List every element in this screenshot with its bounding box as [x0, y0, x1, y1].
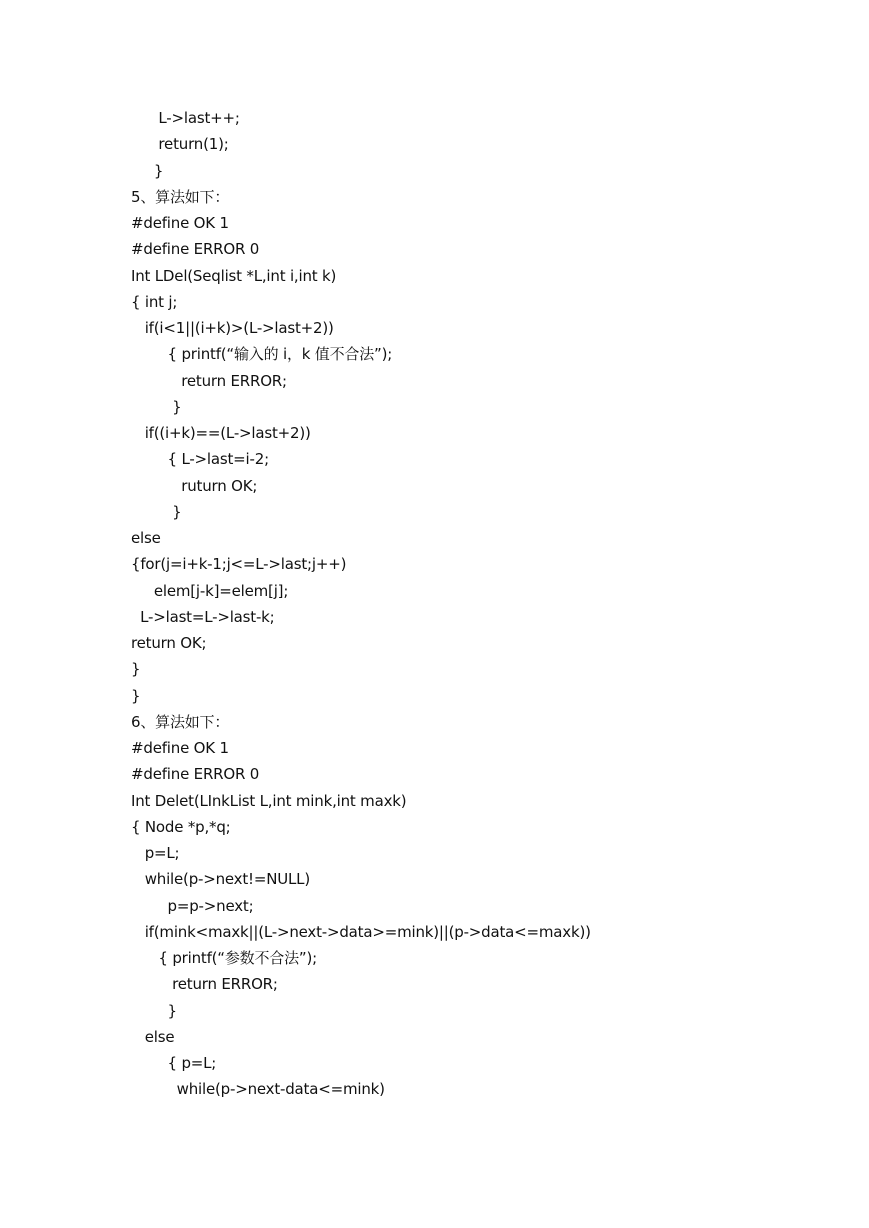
code-line: ruturn OK; — [131, 476, 258, 495]
code-line: L->last++; — [131, 109, 240, 127]
section-heading: 5、算法如下： — [131, 187, 230, 206]
code-line: elem[j-k]=elem[j]; — [131, 581, 289, 600]
code-line: } — [131, 686, 141, 705]
code-line: #define ERROR 0 — [131, 240, 260, 259]
code-line: #define ERROR 0 — [131, 765, 260, 784]
code-line: p=L; — [131, 844, 180, 862]
code-line: return ERROR; — [131, 371, 287, 390]
code-line: } — [131, 1001, 177, 1020]
code-line: #define OK 1 — [131, 214, 229, 232]
code-line: {for(j=i+k-1;j<=L->last;j++) — [131, 555, 347, 574]
code-line: while(p->next!=NULL) — [131, 870, 310, 889]
code-line: L->last=L->last-k; — [131, 607, 275, 626]
code-line: { p=L; — [131, 1054, 217, 1072]
code-line: } — [131, 660, 141, 679]
code-line: if(i<1||(i+k)>(L->last+2)) — [131, 319, 334, 337]
code-line: } — [131, 502, 182, 521]
code-line: return(1); — [131, 135, 229, 154]
code-line: { int j; — [131, 292, 178, 311]
code-line: return ERROR; — [131, 975, 278, 994]
code-line: #define OK 1 — [131, 739, 229, 757]
section-heading: 6、算法如下： — [131, 712, 230, 731]
code-line: p=p->next; — [131, 896, 254, 915]
code-line: { Node *p,*q; — [131, 817, 231, 836]
code-line: } — [131, 161, 164, 180]
code-line: { printf(“输入的 i，k 值不合法”); — [131, 345, 393, 364]
code-line: else — [131, 529, 161, 547]
code-line: if((i+k)==(L->last+2)) — [131, 424, 311, 442]
code-line: } — [131, 397, 182, 416]
code-listing — [131, 105, 591, 1103]
code-line: while(p->next-data<=mink) — [131, 1080, 385, 1099]
code-line: Int Delet(LInkList L,int mink,int maxk) — [131, 791, 407, 810]
code-line: return OK; — [131, 634, 207, 652]
code-line: Int LDel(Seqlist *L,int i,int k) — [131, 266, 337, 285]
code-line: if(mink<maxk||(L->next->data>=mink)||(p->data<=maxk)) — [131, 922, 591, 941]
code-line: { printf(“参数不合法”); — [131, 949, 317, 967]
code-line: { L->last=i-2; — [131, 450, 269, 469]
code-line: else — [131, 1027, 175, 1046]
